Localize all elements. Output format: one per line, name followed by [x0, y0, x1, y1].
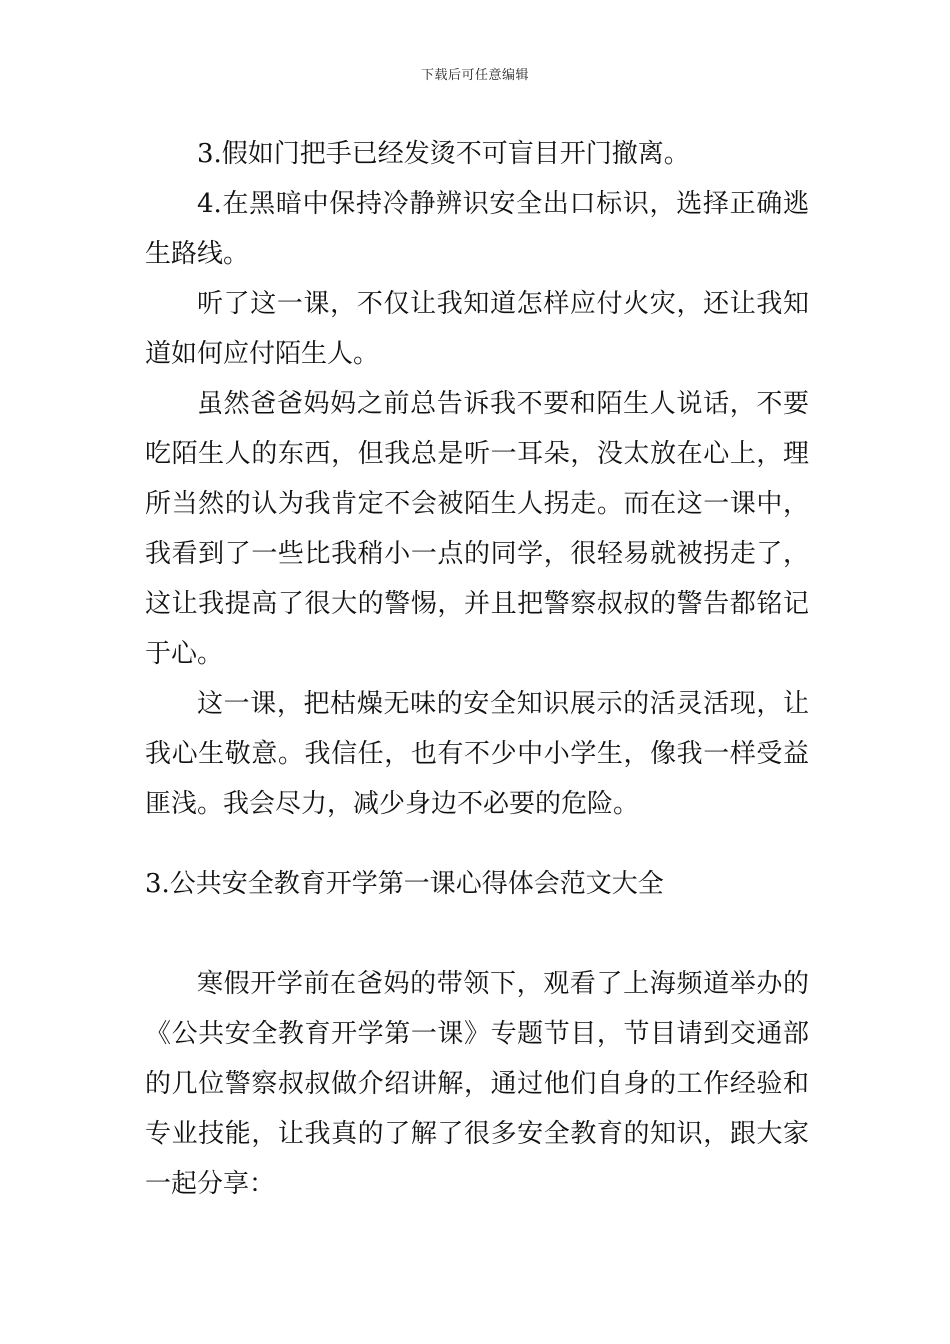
paragraph-conclusion: 这一课，把枯燥无味的安全知识展示的活灵活现，让我心生敬意。我信任，也有不少中小学生，像我一样受益匪浅。我会尽力，减少身边不必要的危险。 [145, 689, 809, 819]
paragraph-section-intro: 寒假开学前在爸妈的带领下，观看了上海频道举办的《公共安全教育开学第一课》专题节目，节目请到交通部的几位警察叔叔做介绍讲解，通过他们自身的工作经验和专业技能，让我真的了解了很多安全教育的知识，跟大家一起分享： [145, 969, 809, 1199]
paragraph-strangers: 虽然爸爸妈妈之前总告诉我不要和陌生人说话，不要吃陌生人的东西，但我总是听一耳朵，没太放在心上，理所当然的认为我肯定不会被陌生人拐走。而在这一课中，我看到了一些比我稍小一点的同学，很轻易就被拐走了，这让我提高了很大的警惕，并且把警察叔叔的警告都铭记于心。 [145, 389, 809, 669]
paragraph-lesson-intro: 听了这一课，不仅让我知道怎样应付火灾，还让我知道如何应付陌生人。 [145, 289, 809, 369]
section-heading: 3.公共安全教育开学第一课心得体会范文大全 [145, 869, 664, 899]
page-header: 下载后可任意编辑 [420, 68, 529, 83]
document-body [145, 129, 809, 1209]
paragraph-item-3: 3.假如门把手已经发烫不可盲目开门撤离。 [197, 139, 690, 169]
paragraph-item-4: 4.在黑暗中保持冷静辨识安全出口标识，选择正确逃生路线。 [145, 189, 809, 269]
